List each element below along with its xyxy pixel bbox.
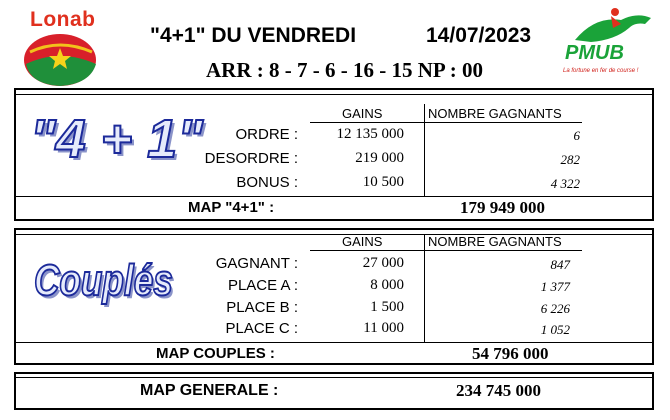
map-couples-label: MAP COUPLES : <box>156 345 275 362</box>
row-label-place-b: PLACE B : <box>226 299 298 316</box>
row-label-ordre: ORDRE : <box>235 126 298 143</box>
map-general-top-rule <box>14 377 654 378</box>
section-4plus1-col-divider <box>424 104 425 196</box>
count-desordre: 282 <box>560 152 580 167</box>
map-4plus1-value: 179 949 000 <box>460 198 545 217</box>
section-4plus1-top-rule <box>14 94 654 95</box>
gain-ordre: 12 135 000 <box>336 126 404 142</box>
gains-column-header: GAINS <box>342 106 383 121</box>
winners-column-header: NOMBRE GAGNANTS <box>428 106 562 121</box>
lonab-wordmark: Lonab <box>30 8 96 31</box>
gain-gagnant: 27 000 <box>362 255 404 271</box>
map-4plus1-label: MAP "4+1" : <box>188 199 275 216</box>
pmub-wordmark: PMUB <box>565 42 624 64</box>
gain-place-b: 1 500 <box>370 299 404 315</box>
section-couples-map-rule <box>14 342 654 343</box>
winners-column-header-couples: NOMBRE GAGNANTS <box>428 234 562 249</box>
gains-column-header-couples: GAINS <box>342 234 383 249</box>
map-general-label: MAP GENERALE : <box>140 382 279 399</box>
gain-desordre: 219 000 <box>355 150 404 166</box>
count-bonus: 4 322 <box>550 176 580 191</box>
gain-place-c: 11 000 <box>363 320 404 336</box>
section-4plus1-header-rule <box>310 122 582 123</box>
map-couples-value: 54 796 000 <box>472 344 549 363</box>
row-label-gagnant: GAGNANT : <box>215 255 298 272</box>
race-date: 14/07/2023 <box>426 24 532 47</box>
gain-bonus: 10 500 <box>362 174 404 190</box>
arrival-line: ARR : 8 - 7 - 6 - 16 - 15 NP : 00 <box>206 58 484 82</box>
page-title: "4+1" DU VENDREDI <box>150 24 357 47</box>
pmub-logo <box>555 6 663 82</box>
row-label-place-a: PLACE A : <box>227 277 298 294</box>
row-label-desordre: DESORDRE : <box>204 150 298 167</box>
row-label-bonus: BONUS : <box>236 174 298 191</box>
count-place-c: 1 052 <box>540 322 570 337</box>
count-gagnant: 847 <box>550 257 570 272</box>
section-couples-title: Couplés <box>34 256 173 305</box>
section-4plus1-map-rule <box>14 196 654 197</box>
lonab-logo <box>20 8 116 88</box>
gain-place-a: 8 000 <box>370 277 404 293</box>
horse-rider-icon <box>555 6 663 46</box>
map-general-value: 234 745 000 <box>456 381 541 400</box>
pmub-slogan: La fortune en fer de course ! <box>563 68 639 74</box>
count-place-b: 6 226 <box>540 301 570 316</box>
count-place-a: 1 377 <box>540 279 570 294</box>
count-ordre: 6 <box>573 128 580 143</box>
section-couples-header-rule <box>310 250 582 251</box>
section-4plus1-title: "4 + 1" <box>30 109 203 169</box>
row-label-place-c: PLACE C : <box>225 320 298 337</box>
